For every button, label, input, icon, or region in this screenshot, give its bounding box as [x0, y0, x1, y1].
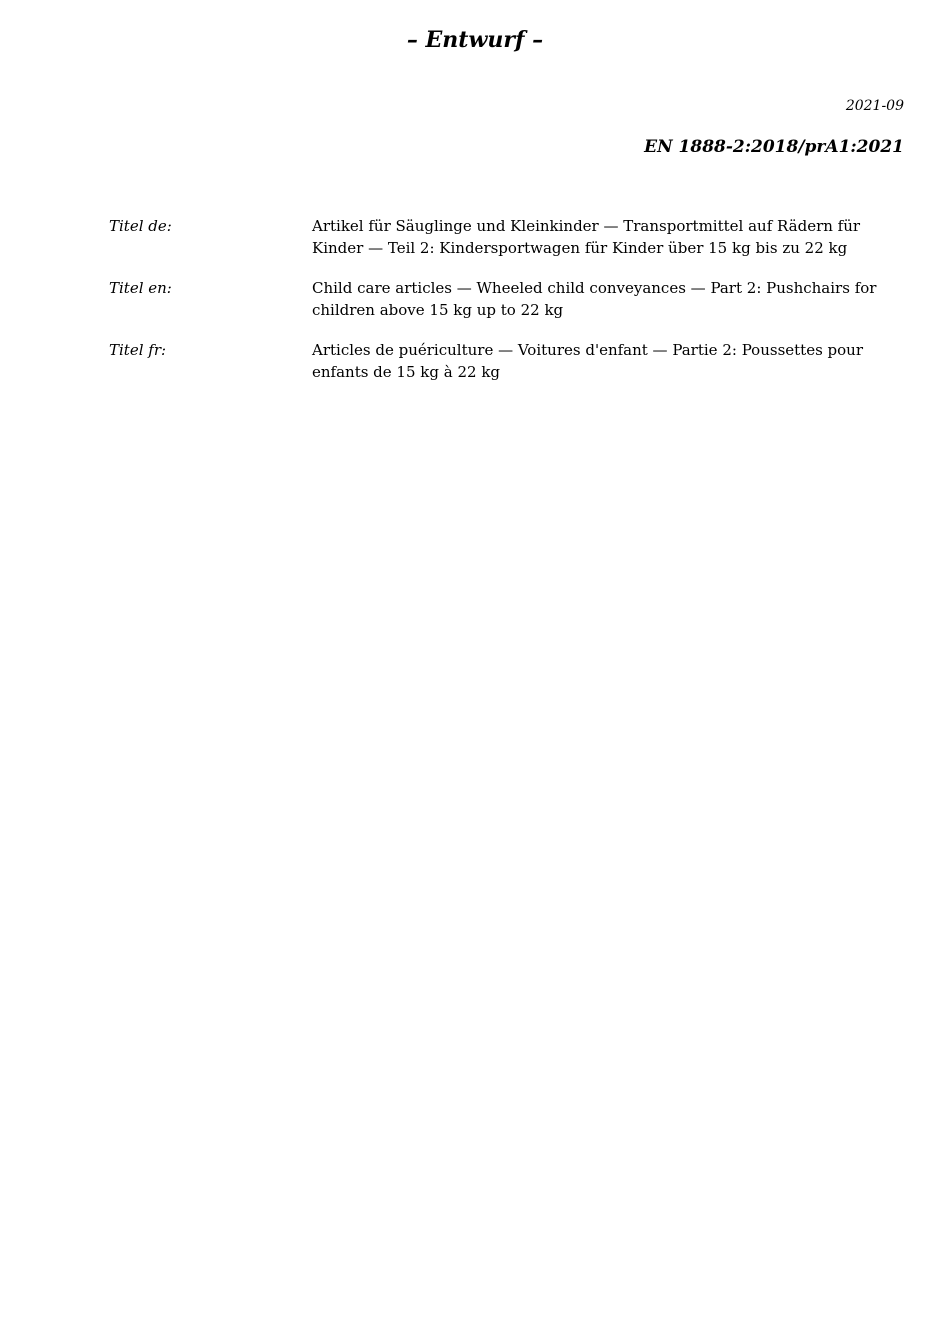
title-row-en	[109, 277, 904, 321]
title-text-fr: Articles de puériculture — Voitures d'enfant — Partie 2: Poussettes pour enfants de 15 kg à 22 kg	[312, 341, 864, 381]
title-text-en: Child care articles — Wheeled child conveyances — Part 2: Pushchairs for children above 15 kg up to 22 kg	[312, 279, 877, 319]
title-row-de	[109, 215, 904, 259]
title-row-fr	[109, 339, 904, 383]
document-date: 2021-09	[845, 98, 904, 114]
titles-list	[109, 215, 904, 401]
title-text-de: Artikel für Säuglinge und Kleinkinder — Transportmittel auf Rädern für Kinder — Teil 2: Kindersportwagen für Kinder über 15 kg bis zu 22 kg	[312, 217, 861, 257]
draft-label: – Entwurf –	[406, 27, 544, 53]
title-label-fr: Titel fr:	[109, 341, 167, 359]
title-label-de: Titel de:	[109, 217, 172, 235]
title-label-en: Titel en:	[109, 279, 172, 297]
document-number: EN 1888-2:2018/prA1:2021	[644, 137, 904, 157]
